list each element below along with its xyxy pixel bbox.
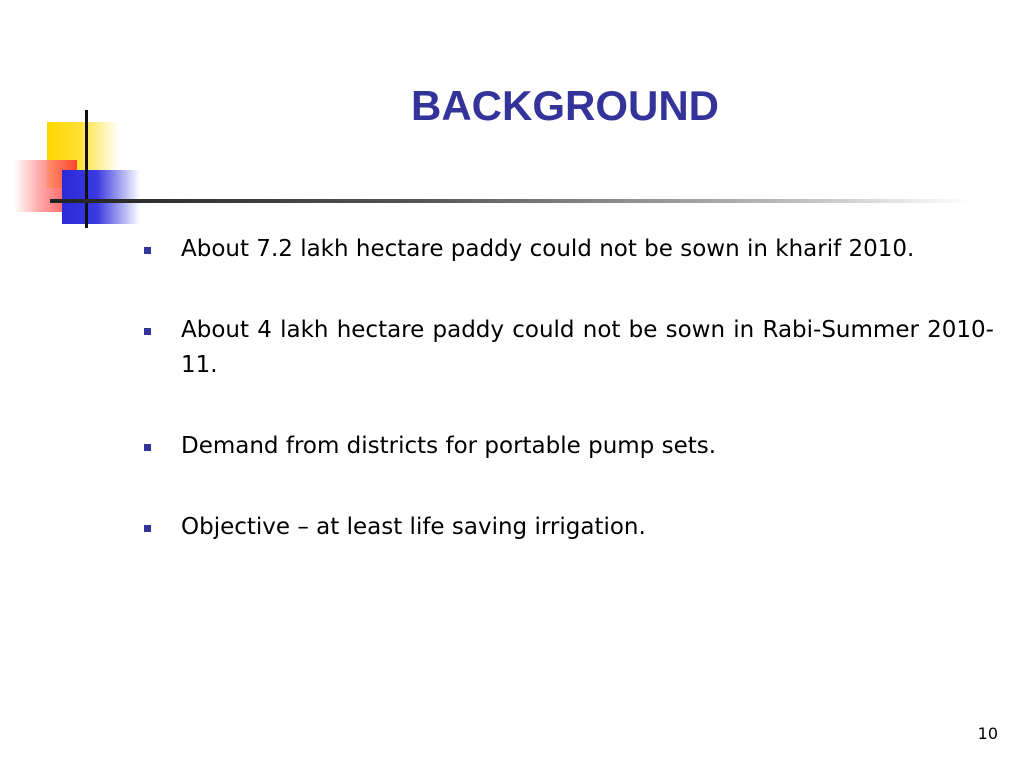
bullet-item [142,232,994,267]
bullet-text: About 7.2 lakh hectare paddy could not be sown in kharif 2010. [181,236,915,262]
title-underline [50,199,970,203]
bullet-item [142,429,994,464]
bullet-text: Objective – at least life saving irrigation. [181,514,646,540]
slide-title: BACKGROUND [411,82,719,129]
page-number: 10 [977,724,998,743]
bullet-text: Demand from districts for portable pump sets. [181,433,717,459]
square-bullet-icon [144,328,151,335]
square-bullet-icon [144,247,151,254]
square-bullet-icon [144,525,151,532]
bullet-item [142,313,994,383]
blue-square [62,170,140,224]
bullet-list [142,232,994,591]
vertical-rule [85,110,88,228]
bullet-item [142,510,994,545]
bullet-text: About 4 lakh hectare paddy could not be sown in Rabi-Summer 2010-11. [181,317,994,378]
square-bullet-icon [144,444,151,451]
